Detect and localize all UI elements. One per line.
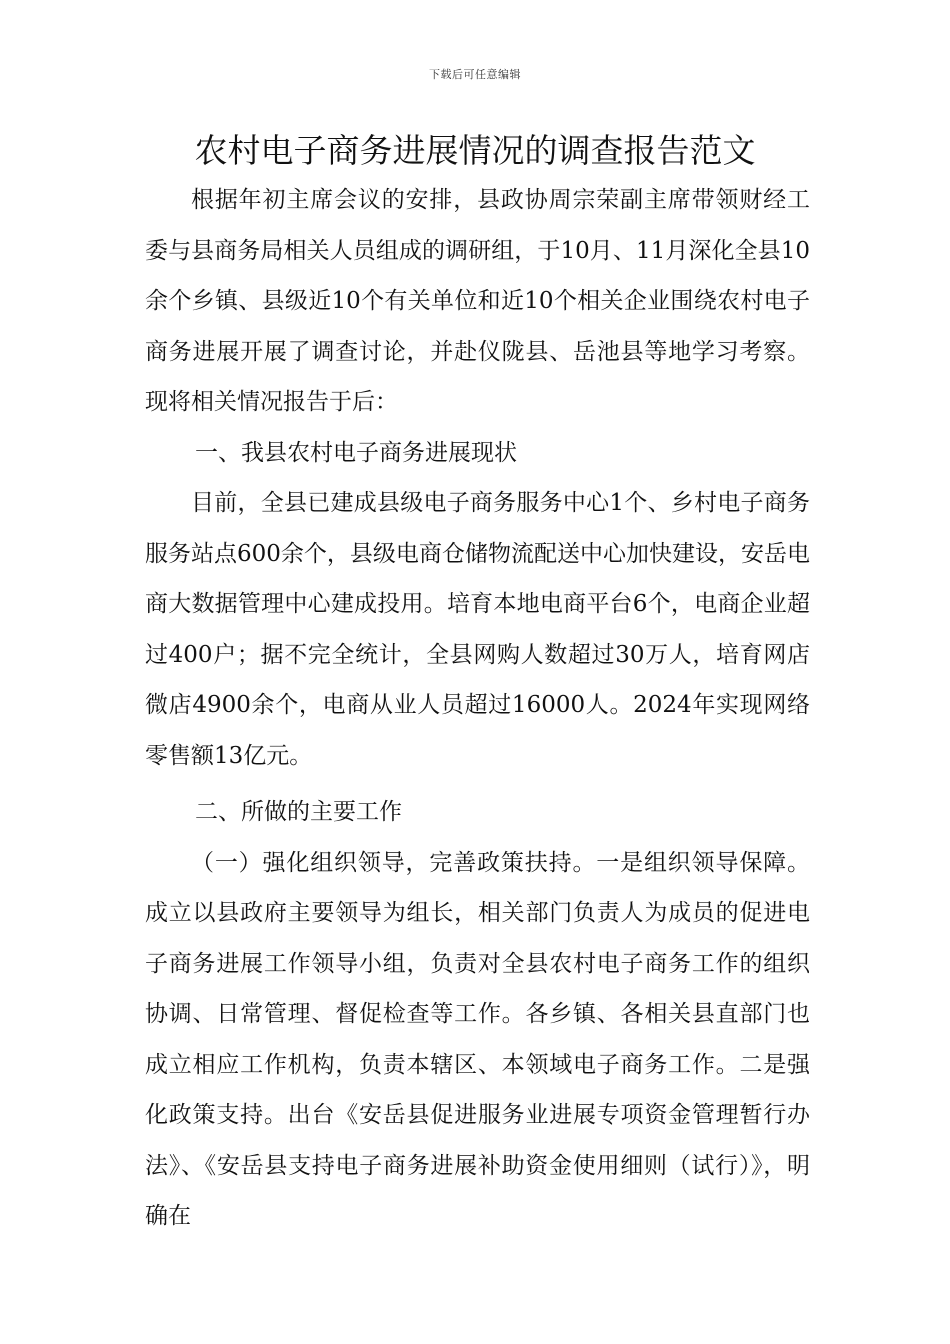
section-heading-2: 二、所做的主要工作 xyxy=(195,799,402,825)
work-paragraph: （一）强化组织领导，完善政策扶持。一是组织领导保障。成立以县政府主要领导为组长，相关部门负责人为成员的促进电子商务进展工作领导小组，负责对全县农村电子商务工作的组织协调、日常管理、督促检查等工作。各乡镇、各相关县直部门也成立相应工作机构，负责本辖区、本领域电子商务工作。二是强化政策支持。出台《安岳县促进服务业进展专项资金管理暂行办法》、《安岳县支持电子商务进展补助资金使用细则（试行）》，明确在 xyxy=(145,849,810,1229)
section-heading-1: 一、我县农村电子商务进展现状 xyxy=(195,439,517,466)
intro-paragraph: 根据年初主席会议的安排，县政协周宗荣副主席带领财经工委与县商务局相关人员组成的调研组，于10月、11月深化全县10余个乡镇、县级近10个有关单位和近10个相关企业围绕农村电子商务进展开展了调查讨论，并赴仪陇县、岳池县等地学习考察。现将相关情况报告于后： xyxy=(145,187,810,415)
header-note: 下载后可任意编辑 xyxy=(429,68,521,81)
document-title: 农村电子商务进展情况的调查报告范文 xyxy=(194,131,756,170)
document-body xyxy=(145,175,810,1242)
status-paragraph: 目前，全县已建成县级电子商务服务中心1个、乡村电子商务服务站点600余个，县级电商仓储物流配送中心加快建设，安岳电商大数据管理中心建成投用。培育本地电商平台6个，电商企业超过400户；据不完全统计，全县网购人数超过30万人，培育网店微店4900余个，电商从业人员超过16000人。2024年实现网络零售额13亿元。 xyxy=(145,490,810,769)
